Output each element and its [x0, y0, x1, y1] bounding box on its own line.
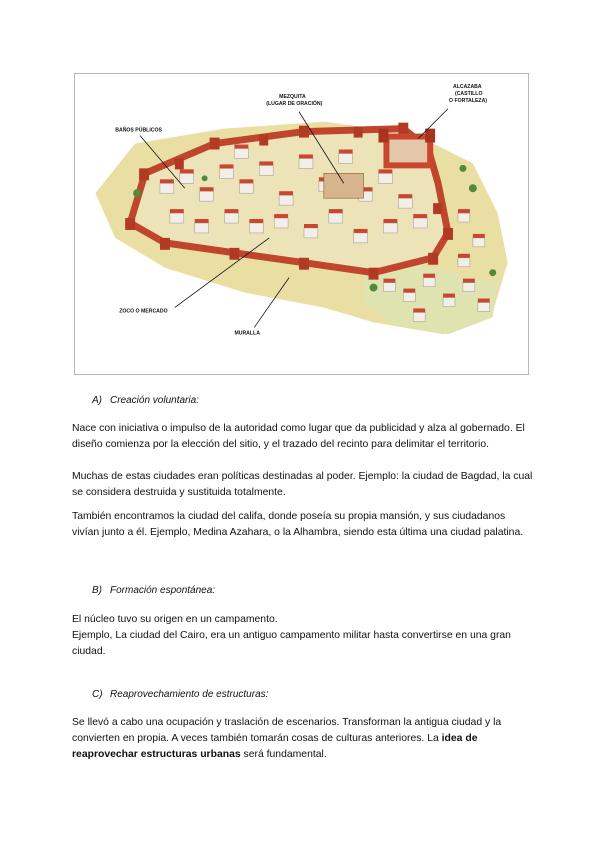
section-b-title: Formación espontánea: [110, 585, 216, 596]
section-a-title: Creación voluntaria: [110, 395, 199, 406]
section-b-heading [92, 585, 215, 596]
label-zoco: ZOCO O MERCADO [119, 308, 168, 315]
section-a-paragraph-2: Muchas de estas ciudades eran políticas destinadas al poder. Ejemplo: la ciudad de Bagdad, la cual se considera destruida y sustituida totalmente. [72, 471, 533, 498]
section-a-paragraph-3: También encontramos la ciudad del califa, donde poseía su propia mansión, y sus ciudadanos vivían junto a él. Ejemplo, Medina Azahara, o la Alhambra, siendo esta última una ciudad palatina. [72, 511, 524, 538]
label-muralla: MURALLA [234, 330, 260, 337]
city-drawing [75, 74, 528, 374]
section-c-bold-phrase: idea de reaprovechar estructuras urbanas [72, 733, 478, 760]
section-c-tail: será fundamental. [240, 749, 327, 760]
section-b-paragraph-2: Ejemplo, La ciudad del Cairo, era un antiguo campamento militar hasta convertirse en una gran ciudad. [72, 630, 511, 657]
alcazaba-castle [378, 129, 435, 169]
section-c-text: Se llevó a cabo una ocupación y traslación de escenarios. Transforman la antigua ciudad y la convierten en propia. A veces también tomarán cosas de culturas anteriores. La [72, 717, 502, 744]
section-b-letter: B) [92, 585, 102, 596]
section-c-title: Reaprovechamiento de estructuras: [110, 689, 269, 700]
section-b-paragraph-1: El núcleo tuvo su origen en un campamento. [72, 614, 278, 625]
section-a-paragraph-1: Nace con iniciativa o impulso de la autoridad como lugar que da publicidad y alza al gobernado. El diseño comienza por la elección del sitio, y el trazado del recinto para delimitar el territorio. [72, 423, 525, 450]
label-mezquita-sub: (LUGAR DE ORACIÓN) [266, 100, 323, 107]
label-mezquita: MEZQUITA [279, 93, 306, 100]
section-c-paragraph-1 [72, 715, 534, 763]
section-c-letter: C) [92, 689, 103, 700]
label-alcazaba-sub1: (CASTILLO [454, 90, 483, 97]
label-alcazaba-sub2: O FORTALEZA) [449, 97, 488, 104]
section-c-heading [92, 689, 268, 700]
section-a-letter: A) [92, 395, 102, 406]
mezquita-building [324, 173, 364, 198]
label-banos: BAÑOS PÚBLICOS [115, 127, 162, 134]
city-illustration [74, 73, 529, 375]
label-alcazaba: ALCAZABA [452, 83, 482, 90]
section-a-heading [92, 395, 199, 406]
